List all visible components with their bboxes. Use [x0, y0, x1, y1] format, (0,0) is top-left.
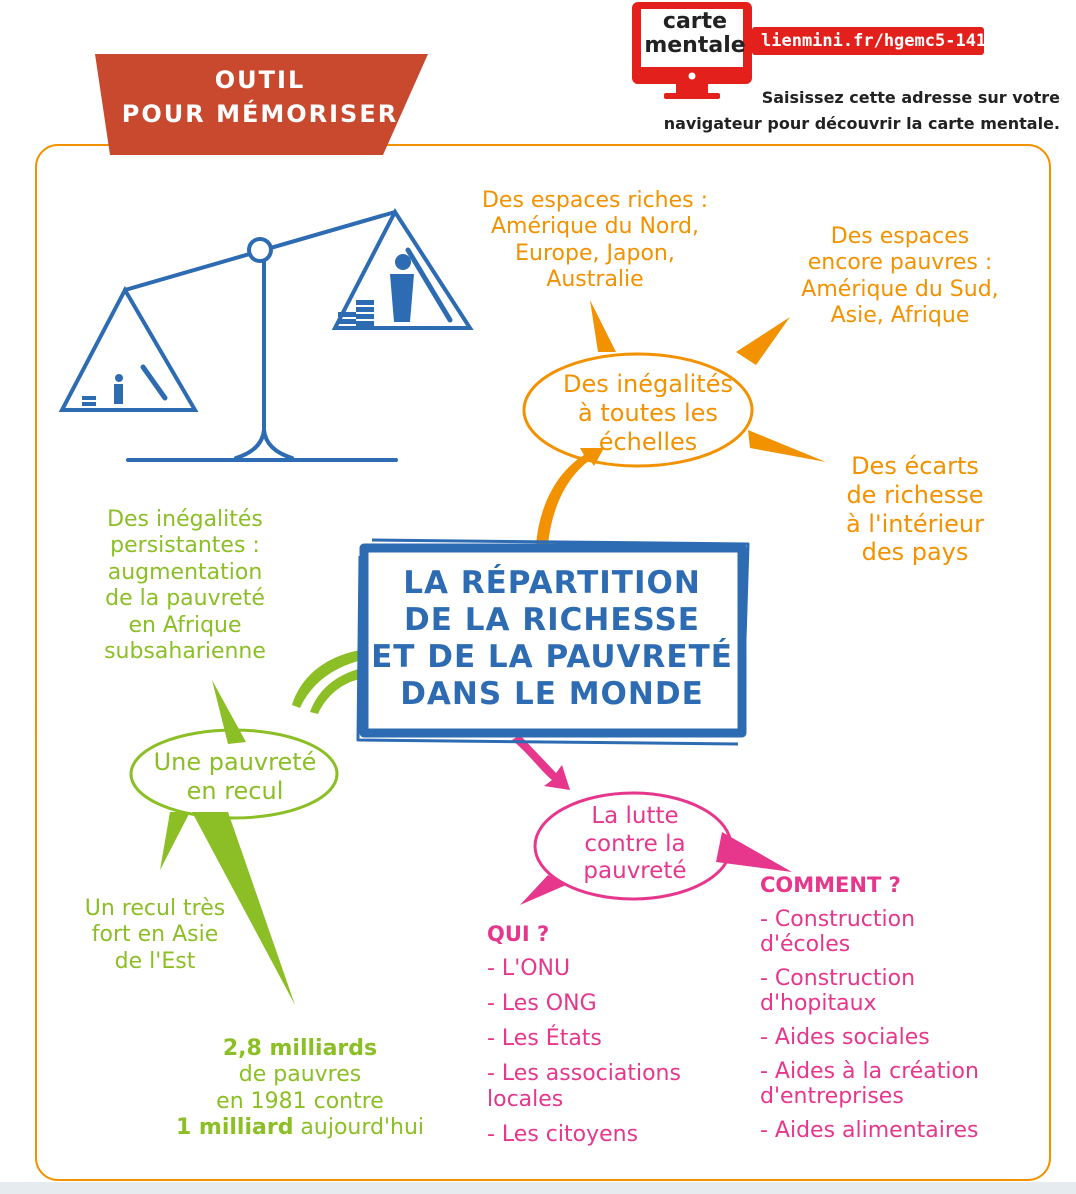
node-line: La lutte — [591, 803, 679, 829]
rich-spaces-text — [430, 188, 760, 294]
node-line: Des inégalités — [563, 370, 733, 398]
node-line: en recul — [186, 776, 284, 805]
title-line: DE LA RICHESSE — [404, 602, 700, 638]
poor-line: encore pauvres : — [807, 250, 993, 276]
node-line: contre la — [584, 830, 686, 857]
east-asia-decline-text — [40, 896, 270, 975]
persist-line: Des inégalités — [107, 507, 263, 532]
list-item: - Les associations locales — [487, 1061, 681, 1112]
list-item: - Aides alimentaires — [760, 1118, 979, 1143]
poor-line: Amérique du Sud, — [801, 276, 999, 302]
carte-mentale-label — [640, 10, 750, 58]
ecarts-line: à l'intérieur — [845, 509, 985, 538]
list-item: - Les États — [487, 1026, 602, 1051]
list-item: - Construction d'écoles — [760, 907, 916, 957]
persistent-inequalities-text — [40, 507, 330, 665]
rich-line: Australie — [546, 267, 644, 293]
banner-line2: POUR MÉMORISER — [121, 100, 399, 128]
instructions-text — [620, 85, 1060, 137]
list-item: - Aides à la création d'entreprises — [760, 1059, 979, 1109]
stat-line: de pauvres — [238, 1062, 362, 1088]
inequalities-node-label — [533, 370, 763, 456]
poverty-decline-node-label — [135, 748, 335, 806]
asie-line: de l'Est — [114, 948, 196, 974]
bottom-strip — [0, 1182, 1076, 1194]
ecarts-line: de richesse — [846, 480, 984, 509]
outil-banner — [90, 52, 430, 157]
list-item: - Aides sociales — [760, 1025, 930, 1050]
coins-icon — [82, 300, 374, 406]
rich-line: Europe, Japon, — [515, 240, 675, 266]
poor-line: Des espaces — [830, 224, 970, 249]
node-line: pauvreté — [583, 858, 687, 885]
carte-label-line2: mentale — [644, 33, 746, 58]
node-line: à toutes les — [578, 398, 718, 427]
asie-line: fort en Asie — [91, 922, 219, 948]
instructions-line2: navigateur pour découvrir la carte mentale. — [663, 114, 1060, 133]
persist-line: augmentation — [107, 559, 263, 585]
title-line: LA RÉPARTITION — [403, 565, 701, 601]
persist-line: subsaharienne — [104, 638, 266, 664]
qui-title: QUI ? — [487, 922, 550, 946]
carte-label-line1: carte — [662, 9, 728, 34]
asie-line: Un recul très — [84, 896, 226, 921]
title-line: ET DE LA PAUVRETÉ — [371, 639, 733, 675]
rich-line: Des espaces riches : — [481, 188, 709, 213]
banner-line1: OUTIL — [214, 66, 306, 94]
qui-list — [487, 956, 747, 1157]
stat-line: en 1981 contre — [216, 1088, 384, 1114]
ecarts-line: des pays — [861, 538, 969, 567]
poverty-statistic-text — [140, 1036, 460, 1142]
central-title — [368, 565, 736, 713]
title-line: DANS LE MONDE — [400, 676, 704, 712]
persist-line: persistantes : — [110, 533, 260, 559]
persist-line: en Afrique — [128, 612, 242, 638]
instructions-line1: Saisissez cette adresse sur votre — [761, 88, 1060, 107]
list-item: - Construction d'hopitaux — [760, 966, 916, 1016]
list-item: - Les citoyens — [487, 1122, 639, 1147]
node-line: Une pauvreté — [153, 748, 317, 776]
node-line: échelles — [598, 427, 698, 456]
persist-line: de la pauvreté — [105, 586, 265, 612]
stat-bold: 1 milliard — [175, 1115, 294, 1141]
ecarts-text — [810, 452, 1020, 567]
list-item: - L'ONU — [487, 956, 571, 981]
comment-title: COMMENT ? — [760, 873, 901, 897]
ecarts-line: Des écarts — [851, 452, 979, 480]
stat-tail: aujourd'hui — [293, 1115, 425, 1141]
list-item: - Les ONG — [487, 991, 597, 1016]
carte-url-link[interactable]: lienmini.fr/hgemc5-141 — [761, 31, 987, 51]
poor-spaces-text — [770, 224, 1030, 330]
fight-node-label — [550, 803, 720, 886]
stat-bold: 2,8 milliards — [222, 1036, 378, 1061]
rich-line: Amérique du Nord, — [490, 214, 700, 240]
comment-list — [760, 907, 1060, 1152]
poor-line: Asie, Afrique — [830, 303, 970, 329]
